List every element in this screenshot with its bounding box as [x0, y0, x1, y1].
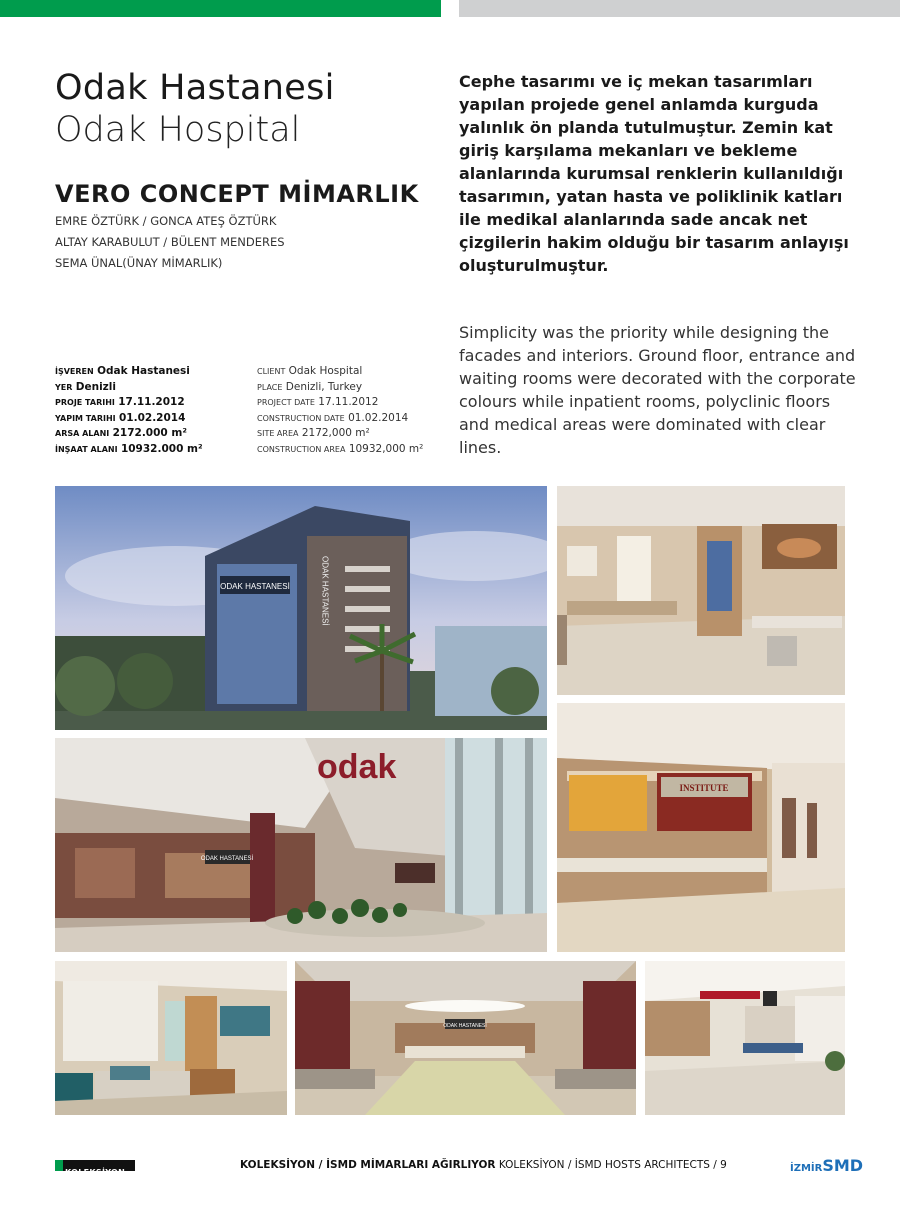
meta-row [257, 395, 423, 411]
ismd-logo-prefix: İZMİR [790, 1163, 823, 1174]
footer-section-tr: KOLEKSİYON / İSMD MİMARLARI AĞIRLIYOR [240, 1159, 496, 1171]
page-subtitle: Odak Hospital [55, 110, 301, 150]
koleksiyon-logo [55, 1160, 135, 1177]
meta-row [257, 411, 423, 427]
meta-label: İŞVEREN [55, 367, 94, 376]
photo-patient-room [55, 961, 287, 1115]
meta-value: Denizli, Turkey [285, 380, 363, 393]
meta-label: CONSTRUCTION DATE [257, 413, 345, 423]
photo-waiting-area [645, 961, 845, 1115]
firm-name: VERO CONCEPT MİMARLIK [55, 180, 419, 208]
meta-value: Odak Hospital [288, 365, 363, 377]
description-en: Simplicity was the priority while designing the facades and interiors. Ground floor, entrance and waiting rooms were decorated with the corporate colours while inpatient rooms, polyclinic floors and medical areas were dominated with clear lines. [459, 323, 856, 457]
meta-row [55, 395, 203, 411]
photo-lobby [55, 738, 547, 952]
photo-clinic-room [557, 486, 845, 695]
meta-row [55, 411, 203, 427]
meta-label: İNŞAAT ALANI [55, 444, 118, 454]
header-accent-bar [0, 0, 441, 17]
project-info-en [257, 364, 423, 457]
meta-row [257, 442, 423, 458]
lobby-logo: odak [317, 748, 397, 786]
meta-label: YAPIM TARIHI [55, 413, 116, 423]
footer-section-en: KOLEKSİYON / İSMD HOSTS ARCHITECTS / 9 [498, 1159, 727, 1171]
meta-value: 10932,000 m² [348, 442, 424, 455]
page-title: Odak Hastanesi [55, 68, 335, 108]
description-tr: Cephe tasarımı ve iç mekan tasarımları yapılan projede genel anlamda kurguda yalınlık ön planda tutulmuştur. Zemin kat giriş karşılama mekanları ve bekleme alanlarında kurumsal renklerin kullanıldığı tasarımın, yatan hasta ve poliklinik katları ile medikal alanlarında sade ancak net çizgilerin hakim olduğu bir tasarım anlayışı oluşturulmuştur. [459, 72, 849, 275]
meta-row [55, 442, 203, 458]
team-list [55, 211, 285, 274]
team-line: SEMA ÜNAL(ÜNAY MİMARLIK) [55, 256, 223, 270]
building-vertical-sign: ODAK HASTANESİ [320, 556, 330, 626]
team-line: ALTAY KARABULUT / BÜLENT MENDERES [55, 235, 285, 249]
meta-label: CLIENT [257, 367, 286, 376]
header-grey-bar [459, 0, 900, 17]
koleksiyon-logo-text: KOLEKSİYON [65, 1168, 126, 1177]
meta-label: YER [55, 382, 73, 392]
meta-value: 01.02.2014 [348, 411, 409, 424]
footer-section-label [240, 1159, 727, 1171]
meta-value: 2172.000 m² [112, 427, 187, 439]
meta-row [55, 364, 203, 380]
meta-value: 2172,000 m² [301, 427, 370, 439]
meta-label: CONSTRUCTION AREA [257, 444, 346, 454]
project-info-tr [55, 364, 203, 457]
meta-label: PROJECT DATE [257, 398, 315, 407]
team-line: EMRE ÖZTÜRK / GONCA ATEŞ ÖZTÜRK [55, 214, 277, 228]
meta-row [257, 380, 423, 396]
photo-corridor [557, 703, 845, 952]
meta-row [55, 380, 203, 396]
meta-value: 17.11.2012 [318, 396, 379, 408]
meta-row [257, 426, 423, 442]
photo-exterior [55, 486, 547, 730]
meta-value: Denizli [75, 380, 116, 393]
ismd-logo [790, 1156, 863, 1175]
ismd-logo-brand: SMD [822, 1156, 864, 1175]
meta-label: SITE AREA [257, 429, 299, 438]
building-sign: ODAK HASTANESİ [220, 582, 290, 591]
meta-label: PLACE [257, 382, 283, 392]
meta-label: ARSA ALANI [55, 429, 110, 438]
meta-row [257, 364, 423, 380]
meta-label: PROJE TARIHI [55, 398, 115, 407]
meta-value: 10932.000 m² [120, 442, 203, 455]
meta-value: 17.11.2012 [118, 396, 185, 408]
meta-value: 01.02.2014 [118, 411, 186, 424]
reception-desk-sign: ODAK HASTANESİ [443, 1023, 487, 1029]
logo-accent [55, 1160, 63, 1171]
photo-reception-hall [295, 961, 636, 1115]
corridor-banner: INSTITUTE [679, 783, 729, 793]
meta-value: Odak Hastanesi [97, 365, 190, 377]
meta-row [55, 426, 203, 442]
lobby-desk-sign: ODAK HASTANESİ [200, 856, 254, 862]
